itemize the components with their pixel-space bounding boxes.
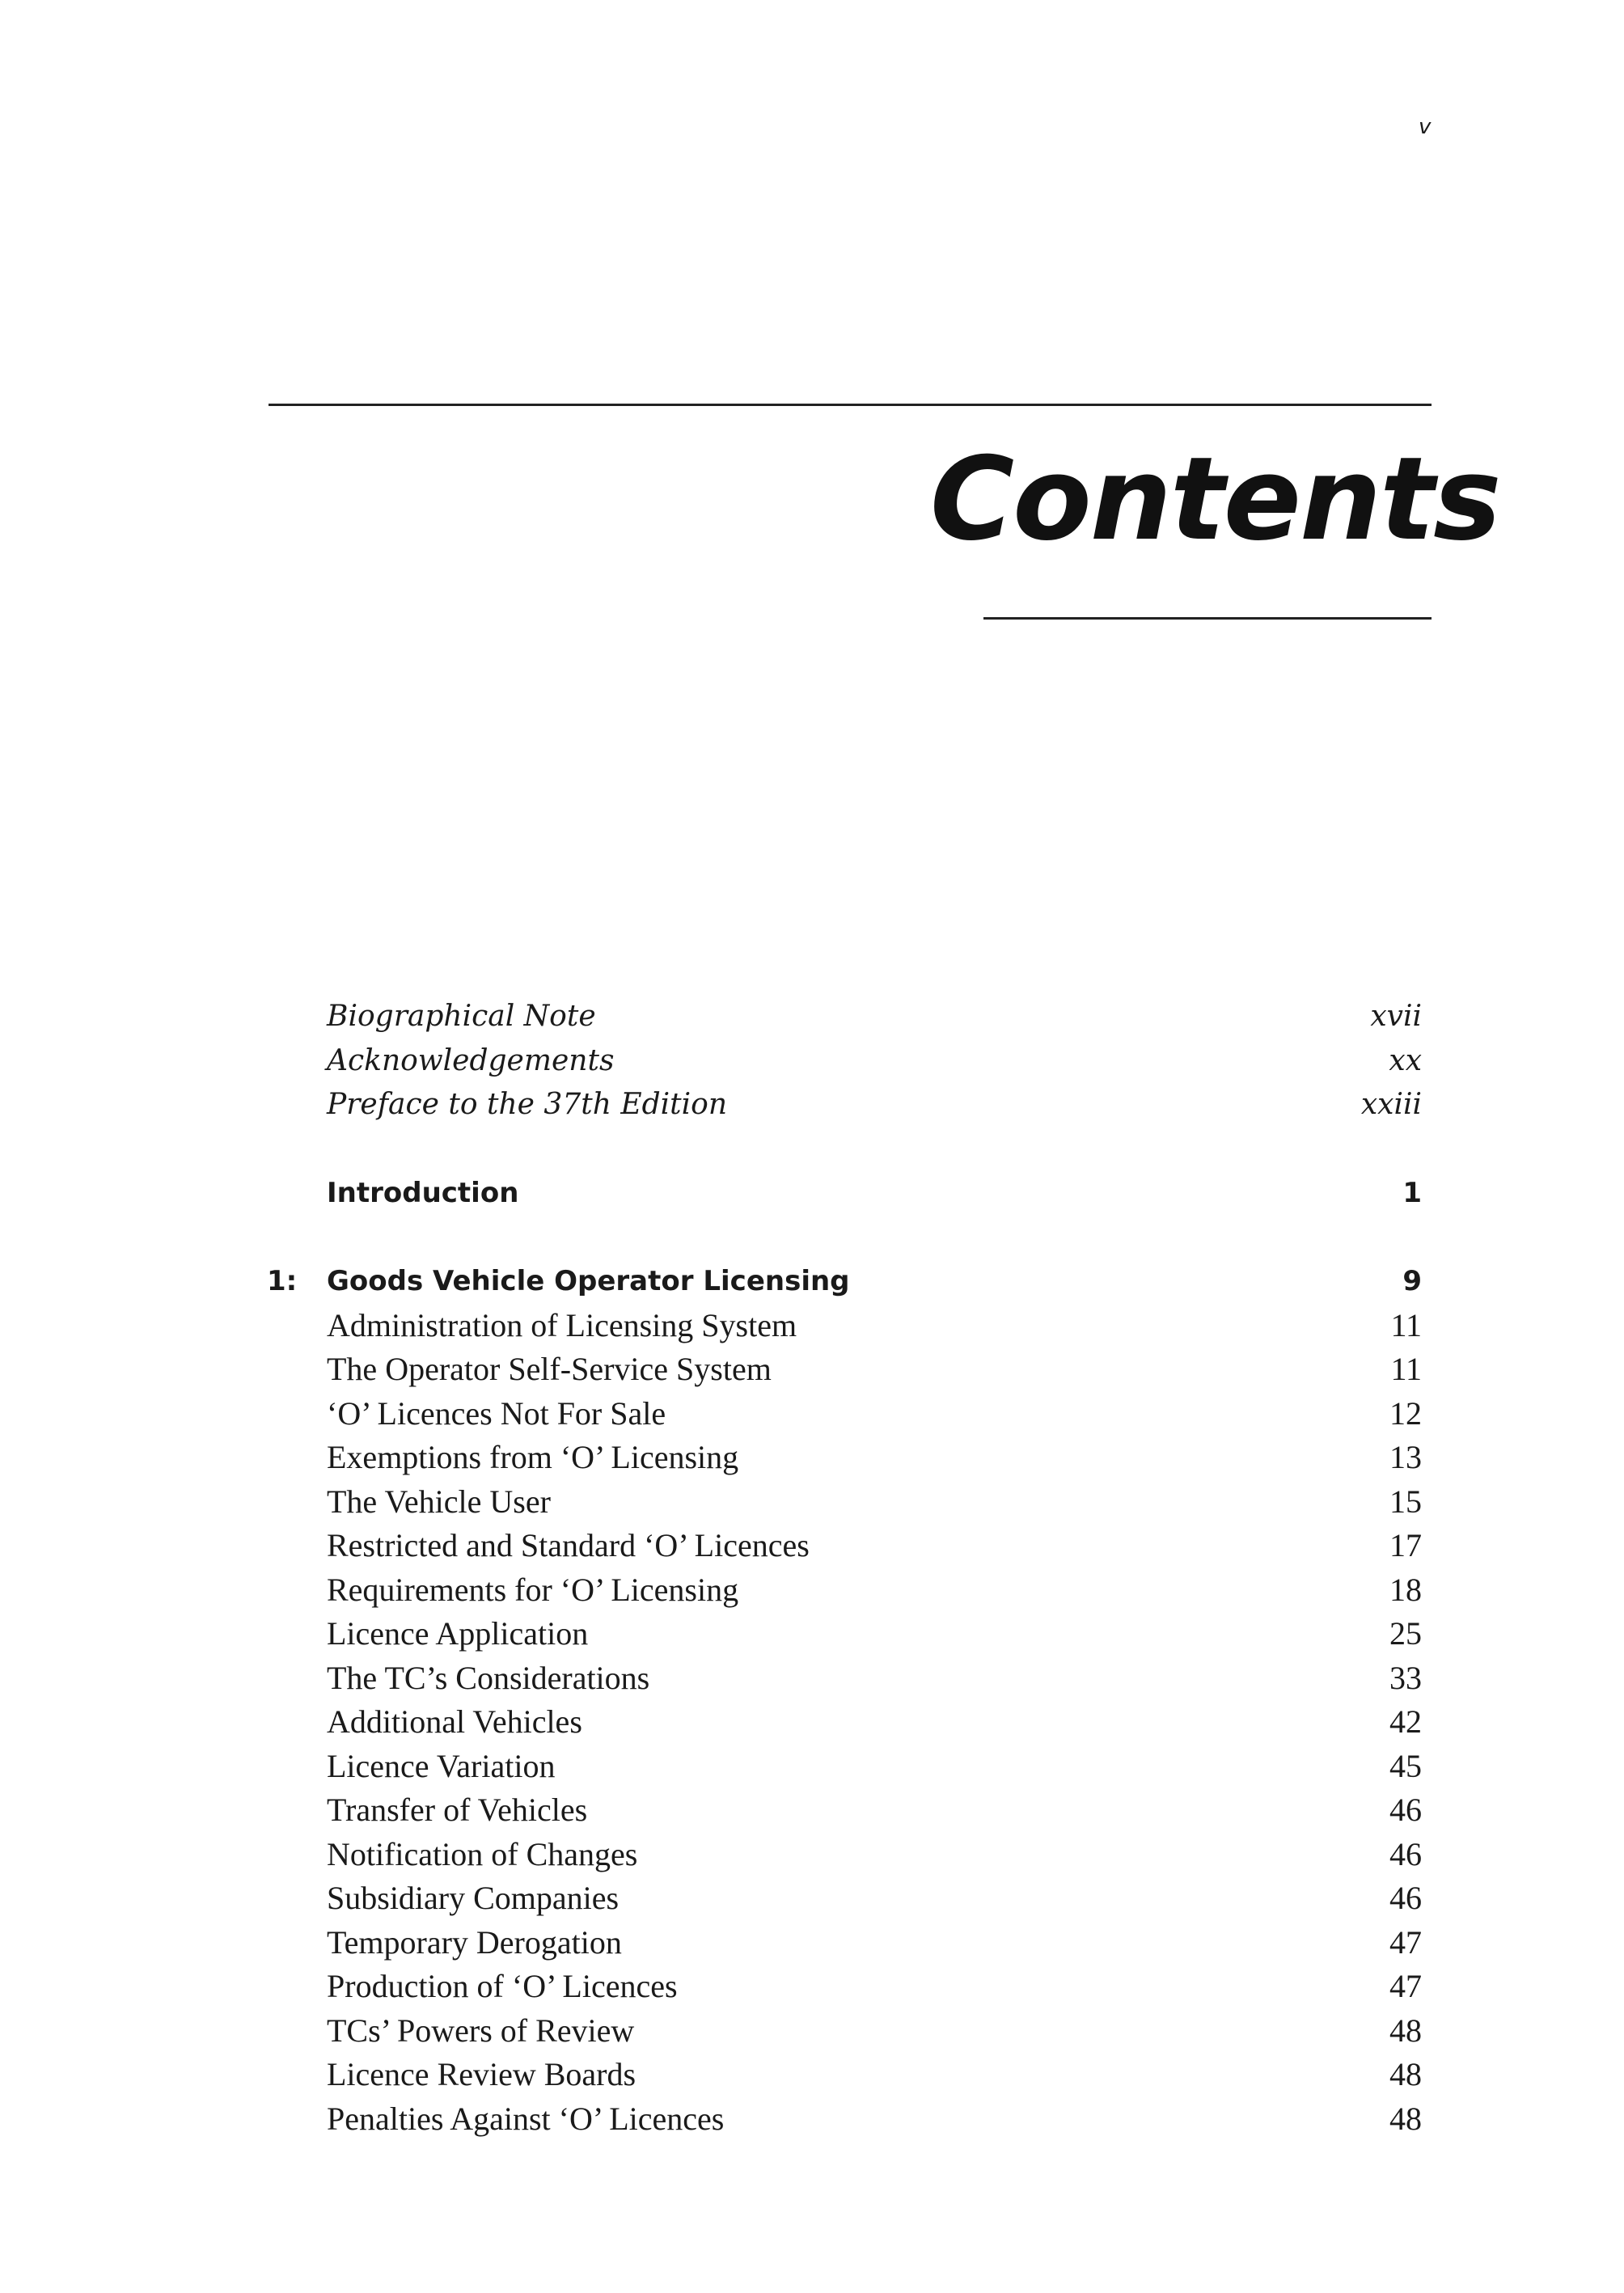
- toc-section-title: Requirements for ‘O’ Licensing: [327, 1571, 739, 1608]
- toc-section-page: 46: [1389, 1792, 1422, 1828]
- toc-section[interactable]: [267, 2009, 1432, 2054]
- toc-section[interactable]: [267, 1656, 1432, 1701]
- toc-section-page: 46: [1389, 1835, 1422, 1872]
- toc-section[interactable]: [267, 1568, 1432, 1613]
- chapter-page: 9: [1402, 1265, 1422, 1297]
- toc-section[interactable]: [267, 1436, 1432, 1480]
- toc-entry-title: Acknowledgements: [327, 1043, 615, 1077]
- toc-section-title: The Vehicle User: [327, 1483, 551, 1520]
- toc-section-title: TCs’ Powers of Review: [327, 2012, 635, 2049]
- toc-section-title: ‘O’ Licences Not For Sale: [327, 1394, 666, 1432]
- toc-section-title: The Operator Self-Service System: [327, 1351, 772, 1387]
- toc-section-page: 48: [1389, 2012, 1422, 2049]
- toc-section[interactable]: [267, 1480, 1432, 1525]
- toc-section[interactable]: [267, 1304, 1432, 1348]
- toc-section[interactable]: [267, 1392, 1432, 1436]
- top-divider: [269, 404, 1432, 406]
- toc-section-page: 46: [1389, 1880, 1422, 1916]
- toc-section-title: Notification of Changes: [327, 1835, 638, 1872]
- toc-section[interactable]: [267, 1745, 1432, 1789]
- toc-section-page: 11: [1390, 1306, 1422, 1343]
- toc-section-page: 12: [1389, 1394, 1422, 1432]
- toc-section-title: Exemptions from ‘O’ Licensing: [327, 1439, 739, 1475]
- toc-section[interactable]: [267, 1788, 1432, 1833]
- toc-entry-preface[interactable]: [267, 1083, 1432, 1127]
- toc-entry-title: Preface to the 37th Edition: [327, 1088, 727, 1121]
- toc-entry-biographical-note[interactable]: [267, 995, 1432, 1039]
- toc-entry-acknowledgements[interactable]: [267, 1039, 1432, 1084]
- toc-entry-page: 1: [1402, 1177, 1422, 1209]
- toc-section-title: Administration of Licensing System: [327, 1306, 797, 1343]
- toc-section-title: Subsidiary Companies: [327, 1880, 620, 1916]
- toc-section-title: Production of ‘O’ Licences: [327, 1968, 678, 2004]
- toc-section-page: 48: [1389, 2100, 1422, 2137]
- toc-entry-title: Biographical Note: [327, 1000, 596, 1033]
- toc-section-title: Restricted and Standard ‘O’ Licences: [327, 1527, 810, 1563]
- toc-entry-page: xx: [1389, 1043, 1422, 1077]
- toc-section-page: 33: [1389, 1659, 1422, 1696]
- toc-entry-introduction[interactable]: [267, 1171, 1432, 1216]
- toc-spacer: [267, 1216, 1432, 1260]
- page-number: v: [1419, 115, 1432, 139]
- toc-entry-page: xvii: [1370, 1000, 1422, 1033]
- toc-spacer: [267, 1127, 1432, 1172]
- toc-entry-title: Introduction: [327, 1177, 519, 1209]
- toc-section-page: 17: [1389, 1527, 1422, 1563]
- toc-section-title: Licence Variation: [327, 1747, 556, 1784]
- toc-section-page: 47: [1389, 1968, 1422, 2004]
- toc-section-page: 13: [1389, 1439, 1422, 1475]
- toc-section-page: 48: [1389, 2056, 1422, 2092]
- toc-section[interactable]: [267, 1347, 1432, 1392]
- toc-section[interactable]: [267, 2097, 1432, 2142]
- toc-section[interactable]: [267, 1612, 1432, 1656]
- toc-section-page: 45: [1389, 1747, 1422, 1784]
- toc-section-title: Licence Application: [327, 1615, 589, 1652]
- toc-section[interactable]: [267, 1876, 1432, 1921]
- toc-entry-page: xxiii: [1360, 1088, 1422, 1121]
- toc-section-page: 18: [1389, 1571, 1422, 1608]
- toc-section[interactable]: [267, 1833, 1432, 1877]
- toc-section[interactable]: [267, 1921, 1432, 1965]
- toc-section-title: Penalties Against ‘O’ Licences: [327, 2100, 725, 2137]
- chapter-title: Goods Vehicle Operator Licensing: [327, 1265, 850, 1297]
- toc-section-title: Additional Vehicles: [327, 1703, 582, 1740]
- title-underline: [983, 617, 1432, 620]
- toc-section[interactable]: [267, 1965, 1432, 2009]
- toc-section-page: 15: [1389, 1483, 1422, 1520]
- toc-section-title: Temporary Derogation: [327, 1923, 622, 1961]
- toc-chapter-1[interactable]: [267, 1259, 1432, 1304]
- toc-section-title: The TC’s Considerations: [327, 1659, 650, 1696]
- toc-section-title: Transfer of Vehicles: [327, 1792, 588, 1828]
- toc-section-title: Licence Review Boards: [327, 2056, 636, 2092]
- table-of-contents: [267, 995, 1432, 2141]
- toc-section-page: 11: [1390, 1351, 1422, 1387]
- toc-section[interactable]: [267, 1700, 1432, 1745]
- page-title: Contents: [930, 433, 1500, 566]
- chapter-number: 1:: [267, 1265, 298, 1297]
- toc-section[interactable]: [267, 2053, 1432, 2097]
- toc-section[interactable]: [267, 1524, 1432, 1568]
- toc-section-page: 42: [1389, 1703, 1422, 1740]
- toc-section-page: 47: [1389, 1923, 1422, 1961]
- toc-section-page: 25: [1389, 1615, 1422, 1652]
